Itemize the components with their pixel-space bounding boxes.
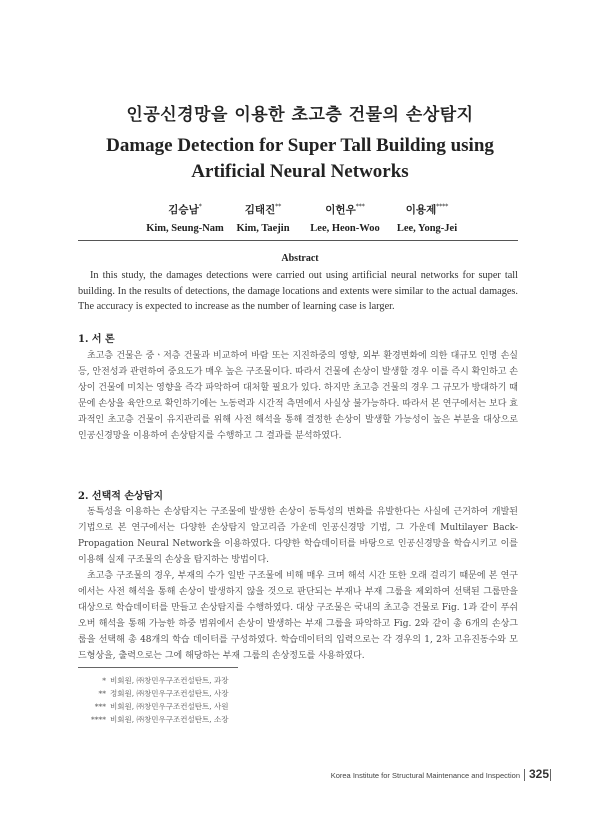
author-list — [140, 202, 480, 236]
paragraph: 초고층 구조물의 경우, 부재의 수가 일반 구조물에 비해 매우 크며 해석 시간 또한 오래 걸리기 때문에 본 연구에서는 사전 해석을 통해 손상이 발생하지 않을 것으로 판단되는 부재나 부재 그룹을 제외하여 선택된 그룹만을 대상으로 학습데이터를 만들고 손상탐지를 수행하였다. 대상 구조물은 국내의 초고층 건물로 Fig. 1과 같이 푸쉬오버 해석을 통해 가능한 하중 범위에서 손상이 발생하는 부재 그룹을 파악하고 Fig. 2와 같이 총 6개의 손상그룹을 선택해 총 48개의 학습 데이터를 구성하였다. 학습데이터의 입력으로는 각 경우의 1, 2차 고유진동수와 모드형상을, 출력으로는 그에 해당하는 부재 그룹의 손상정도를 사용하였다. — [78, 571, 518, 661]
header-divider — [78, 240, 518, 241]
author-name-en: Kim, Taejin — [236, 223, 290, 234]
author-mark: * — [198, 203, 202, 211]
paragraph: 초고층 건물은 중ㆍ저층 건물과 비교하여 바람 또는 지진하중의 영향, 외부 환경변화에 의한 대규모 인명 손실 등, 안전성과 관련하여 중요도가 매우 높은 구조물이다. 따라서 건물에 손상이 발생할 경우 이를 즉시 확인하고 손상이 건물에 미치는 영향을 즉각 파악하여 대처할 필요가 있다. 하지만 초고층 건물의 경우 그 규모가 방대하기 때문에 손상을 육안으로 확인하기에는 노동력과 시간적 측면에서 사실상 불가능하다. 따라서 본 연구에서는 보다 효과적인 초고층 건물이 유지관리를 위해 사전 해석을 통해 결정한 손상이 발생할 가능성이 높은 부분을 대상으로 인공신경망을 이용하여 손상탐지를 수행하고 그 결과를 분석하였다. — [78, 351, 518, 441]
footnote-divider — [78, 667, 238, 668]
footnote-text: 비회원, ㈜창민우구조컨설탄트, 사원 — [110, 702, 229, 711]
footer-journal-name: Korea Institute for Structural Maintenance and Inspection — [330, 771, 520, 780]
author-1 — [140, 202, 230, 234]
page-number: 325 — [529, 767, 550, 781]
footnote-mark: * — [102, 676, 106, 685]
footnote — [78, 700, 318, 713]
author-3 — [300, 202, 390, 234]
abstract-heading: Abstract — [281, 253, 319, 264]
author-name-en: Kim, Seung-Nam — [146, 223, 224, 234]
title-korean: 인공신경망을 이용한 초고층 건물의 손상탐지 — [126, 105, 474, 125]
footer-separator — [550, 769, 551, 781]
footnote-text: 정회원, ㈜창민우구조컨설탄트, 사장 — [110, 689, 229, 698]
author-name-ko: 이헌우 — [325, 204, 356, 216]
footnote-mark: *** — [94, 702, 106, 711]
footnote — [78, 674, 318, 687]
author-name-en: Lee, Heon-Woo — [310, 223, 380, 234]
section-2-heading: 2. 선택적 손상탐지 — [78, 491, 164, 502]
author-name-ko: 이용제 — [405, 204, 437, 216]
footnote-text: 비회원, ㈜창민우구조컨설탄트, 과장 — [110, 676, 229, 685]
title-english: Damage Detection for Super Tall Building using Artificial Neural Networks — [106, 135, 494, 182]
author-name-ko: 김승남 — [168, 204, 199, 216]
footnote-mark: **** — [91, 715, 106, 724]
footnote — [78, 713, 318, 726]
section-1-heading: 1. 서 론 — [78, 334, 115, 345]
footnote-text: 비회원, ㈜창민우구조컨설탄트, 소장 — [110, 715, 229, 724]
abstract-text: In this study, the damages detections were carried out using artificial neural networks for super tall building. In the results of detections, the damage locations and extents were similar to the actual damages. The accuracy is expected to increase as the number of learning case is larger. — [78, 270, 518, 312]
author-name-ko: 김태진 — [244, 204, 276, 216]
footnote — [78, 687, 318, 700]
footnote-mark: ** — [98, 689, 106, 698]
footnotes — [78, 674, 318, 726]
footer-separator — [524, 769, 525, 781]
paragraph: 동특성을 이용하는 손상탐지는 구조물에 발생한 손상이 동특성의 변화를 유발한다는 사실에 근거하여 개발된 기법으로 본 연구에서는 다양한 손상탐지 알고리즘 가운데 인공신경망 기법, 그 가운데 Multilayer Back-Propagation Neural Network을 이용하였다. 다양한 학습데이터를 바탕으로 인공신경망을 학습시키고 이를 이용해 실제 구조물의 손상을 탐지하는 방법이다. — [78, 507, 518, 565]
author-name-en: Lee, Yong-Jei — [396, 223, 458, 234]
section-1-body — [78, 348, 518, 444]
author-mark: *** — [355, 203, 365, 211]
section-2-body — [78, 504, 518, 664]
author-2 — [218, 202, 308, 234]
author-4 — [382, 202, 472, 234]
author-mark: **** — [436, 203, 449, 211]
author-mark: ** — [275, 203, 282, 211]
